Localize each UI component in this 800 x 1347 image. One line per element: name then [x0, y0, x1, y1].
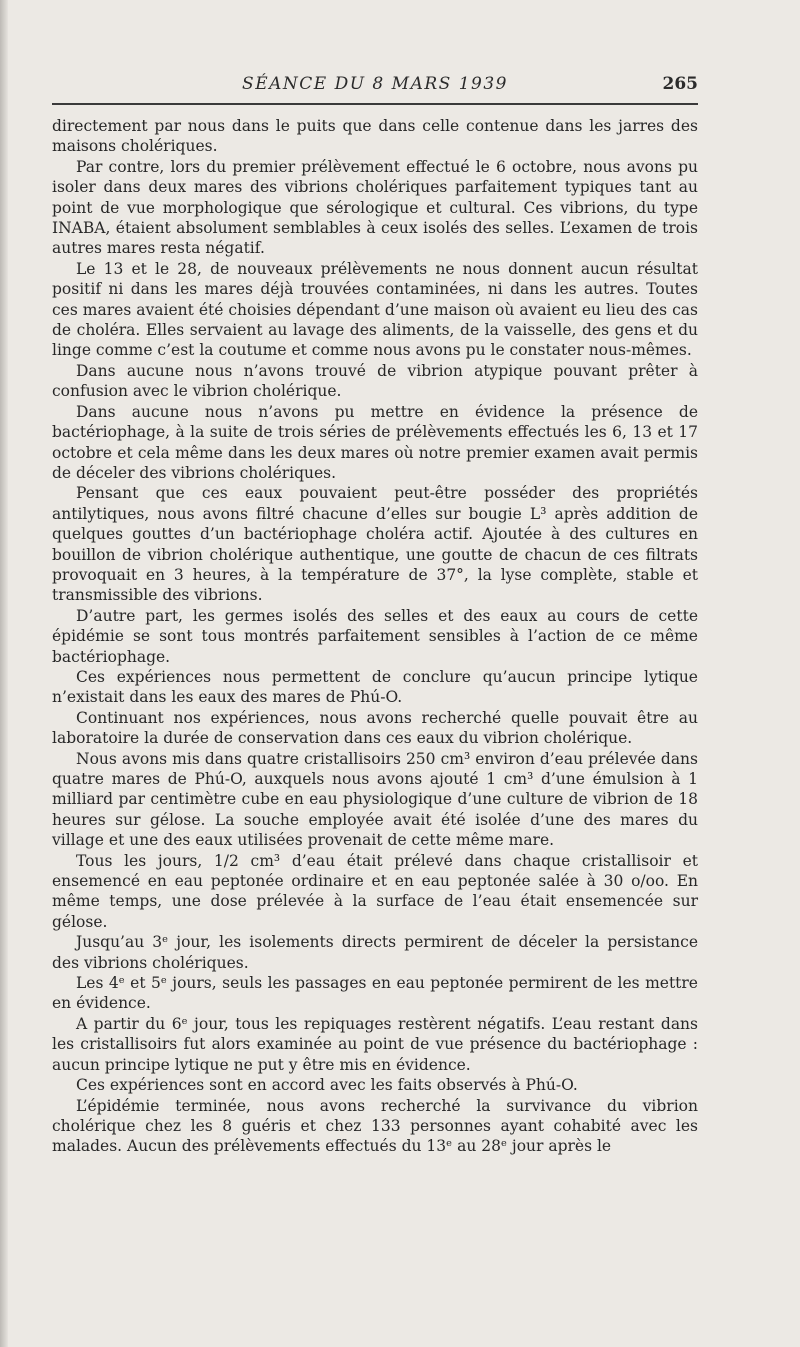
paragraph: Continuant nos expériences, nous avons recherché quelle pouvait être au laboratoire la durée de conservation dans ces eaux du vibrion cholérique.	[52, 708, 698, 748]
page-gutter-shadow	[0, 0, 8, 1347]
paragraph: Les 4ᵉ et 5ᵉ jours, seuls les passages en eau peptonée permirent de les mettre en évidence.	[52, 974, 698, 1013]
paragraph: Par contre, lors du premier prélèvement effectué le 6 octobre, nous avons pu isoler dans deux mares des vibrions cholériques parfaitement typiques tant au point de vue morphologique que sérologique et cultural. Ces vibrions, du type INABA, étaient absolument semblables à ceux isolés des selles. L’examen de trois autres mares resta négatif.	[52, 157, 698, 258]
paragraph: Pensant que ces eaux pouvaient peut-être posséder des propriétés antilytiques, nous avons filtré chacune d’elles sur bougie L³ après addition de quelques gouttes d’un bactériophage choléra actif. Ajoutée à des cultures en bouillon de vibrion cholérique authentique, une goutte de chacun de ces filtrats provoquait en 3 heures, à la température de 37°, la lyse complète, stable et transmissible des vibrions.	[52, 484, 698, 605]
paragraph: Dans aucune nous n’avons pu mettre en évidence la présence de bactériophage, à la suite de trois séries de prélèvements effectués les 6, 13 et 17 octobre et cela même dans les deux mares où notre premier examen avait permis de déceler des vibrions cholériques.	[52, 402, 698, 482]
paragraph: A partir du 6ᵉ jour, tous les repiquages restèrent négatifs. L’eau restant dans les cristallisoirs fut alors examinée au point de vue présence du bactériophage : aucun principe lytique ne put y être mis en évidence.	[52, 1014, 698, 1074]
paragraph: Tous les jours, 1/2 cm³ d’eau était prélevé dans chaque cristallisoir et ensemencé en eau peptonée ordinaire et en eau peptonée salée à 30 o/oo. En même temps, une dose prélevée à la surface de l’eau était ensemencée sur gélose.	[52, 851, 698, 931]
paragraph: Ces expériences nous permettent de conclure qu’aucun principe lytique n’existait dans les eaux des mares de Phú-O.	[52, 667, 698, 707]
paragraph: directement par nous dans le puits que dans celle contenue dans les jarres des maisons cholériques.	[52, 117, 698, 156]
paragraph: Ces expériences sont en accord avec les faits observés à Phú-O.	[76, 1076, 578, 1095]
paragraph: Nous avons mis dans quatre cristallisoirs 250 cm³ environ d’eau prélevée dans quatre mares de Phú-O, auxquels nous avons ajouté 1 cm³ d’une émulsion à 1 milliard par centimètre cube en eau physiologique d’une culture de vibrion de 18 heures sur gélose. La souche employée avait été isolée d’une des mares du village et une des eaux utilisées provenait de cette même mare.	[52, 749, 698, 850]
paragraph: L’épidémie terminée, nous avons recherché la survivance du vibrion cholérique chez les 8 guéris et chez 133 personnes ayant cohabité avec les malades. Aucun des prélèvements effectués du 13ᵉ au 28ᵉ jour après le	[52, 1096, 698, 1156]
page-header	[52, 72, 698, 102]
paragraph: D’autre part, les germes isolés des selles et des eaux au cours de cette épidémie se sont tous montrés parfaitement sensibles à l’action de ce même bactériophage.	[52, 606, 698, 666]
header-rule	[52, 103, 698, 105]
paragraph: Jusqu’au 3ᵉ jour, les isolements directs permirent de déceler la persistance des vibrions cholériques.	[52, 933, 698, 972]
paragraph: Le 13 et le 28, de nouveaux prélèvements ne nous donnent aucun résultat positif ni dans les mares déjà trouvées contaminées, ni dans les autres. Toutes ces mares avaient été choisies dépendant d’une maison où avaient eu lieu des cas de choléra. Elles servaient au lavage des aliments, de la vaisselle, des gens et du linge comme c’est la coutume et comme nous avons pu le constater nous-mêmes.	[52, 259, 698, 360]
body-text	[52, 116, 698, 1157]
running-head: SÉANCE DU 8 MARS 1939	[242, 74, 508, 94]
paragraph: Dans aucune nous n’avons trouvé de vibrion atypique pouvant prêter à confusion avec le vibrion cholérique.	[52, 361, 698, 401]
page-number: 265	[662, 74, 698, 94]
